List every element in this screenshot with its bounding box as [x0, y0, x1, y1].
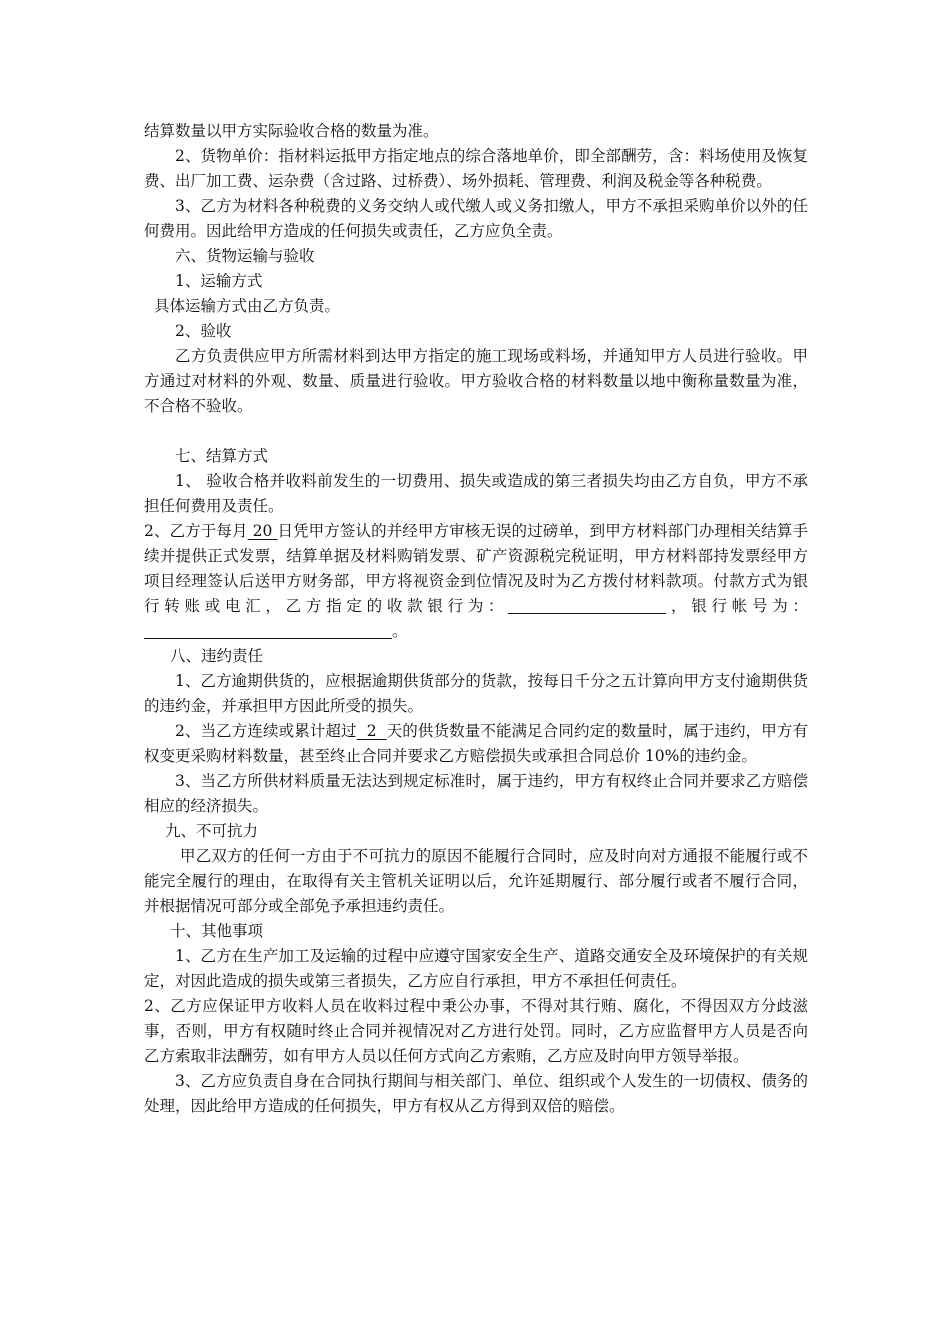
- paragraph-debts: 3、乙方应负责自身在合同执行期间与相关部门、单位、组织或个人发生的一切债权、债务的处理，因此给甲方造成的任何损失，甲方有权从乙方得到双倍的赔偿。: [144, 1072, 808, 1115]
- subheading-acceptance: 2、验收: [175, 322, 232, 340]
- subheading-transport-method: 1、运输方式: [175, 272, 263, 290]
- paragraph-tax-obligation: 3、乙方为材料各种税费的义务交纳人或代缴人或义务扣缴人，甲方不承担采购单价以外的任何费用。因此给甲方造成的任何损失或责任，乙方应负全责。: [144, 197, 808, 240]
- shortfall-text-start: 2、当乙方连续或累计超过: [175, 722, 357, 740]
- settlement-day-value: 20: [252, 522, 273, 540]
- paragraph-settlement-procedure: [144, 519, 808, 644]
- section-heading-force-majeure: 九、不可抗力: [165, 822, 259, 840]
- settlement-text-middle: 日凭甲方签认的并经甲方审核无误的过磅单，到甲方材料部门办理相关结算手续并提供正式发票，结算单据及材料购销发票、矿产资源税完税证明，甲方材料部持发票经甲方项目经理签认后送甲方财务部，甲方将视资金到位情况及时为乙方拨付材料款项。付款方式为银行转账或电汇，乙方指定的收款银行为：: [144, 522, 808, 615]
- paragraph-late-delivery: 1、乙方逾期供货的，应根据逾期供货部分的货款，按每日千分之五计算向甲方支付逾期供货的违约金，并承担甲方因此所受的损失。: [144, 672, 808, 715]
- bank-account-blank: [144, 622, 392, 639]
- paragraph-force-majeure: 甲乙双方的任何一方由于不可抗力的原因不能履行合同时，应及时向对方通报不能履行或不能完全履行的理由，在取得有关主管机关证明以后，允许延期履行、部分履行或者不履行合同，并根据情况可部分或全部免予承担违约责任。: [144, 847, 808, 915]
- paragraph-integrity: 2、乙方应保证甲方收料人员在收料过程中秉公办事，不得对其行贿、腐化，不得因双方分歧滋事，否则，甲方有权随时终止合同并视情况对乙方进行处罚。同时，乙方应监督甲方人员是否向乙方索取非法酬劳，如有甲方人员以任何方式向乙方索贿，乙方应及时向甲方领导举报。: [144, 997, 808, 1065]
- settlement-text-start: 2、乙方于每月: [144, 522, 248, 540]
- paragraph-safety-rules: 1、乙方在生产加工及运输的过程中应遵守国家安全生产、道路交通安全及环境保护的有关规定，对因此造成的损失或第三者损失，乙方应自行承担，甲方不承担任何责任。: [144, 947, 808, 990]
- section-heading-breach: 八、违约责任: [170, 647, 264, 665]
- settlement-text-account: ，银行帐号为：: [666, 597, 808, 615]
- bank-name-blank: [508, 597, 666, 614]
- shortfall-text-end: 天的供货数量不能满足合同约定的数量时，属于违约，甲方有权变更采购材料数量，甚至终止合同并要求乙方赔偿损失或承担合同总价 10%的违约金。: [144, 722, 808, 765]
- paragraph-quality-breach: 3、当乙方所供材料质量无法达到规定标准时，属于违约，甲方有权终止合同并要求乙方赔偿相应的经济损失。: [144, 772, 808, 815]
- section-heading-transport: 六、货物运输与验收: [175, 247, 315, 265]
- paragraph-transport-method: 具体运输方式由乙方负责。: [154, 297, 341, 315]
- contract-page: [144, 119, 808, 1119]
- shortfall-days-value: 2: [366, 722, 377, 740]
- paragraph-settlement-quantity: 结算数量以甲方实际验收合格的数量为准。: [144, 122, 439, 140]
- section-heading-other: 十、其他事项: [170, 922, 264, 940]
- paragraph-settlement-costs: 1、 验收合格并收料前发生的一切费用、损失或造成的第三者损失均由乙方自负，甲方不承担任何费用及责任。: [144, 472, 808, 515]
- section-heading-settlement: 七、结算方式: [175, 447, 269, 465]
- settlement-text-end: 。: [392, 622, 408, 640]
- paragraph-shortfall: [144, 719, 808, 769]
- paragraph-acceptance: 乙方负责供应甲方所需材料到达甲方指定的施工现场或料场，并通知甲方人员进行验收。甲方通过对材料的外观、数量、质量进行验收。甲方验收合格的材料数量以地中衡称量数量为准，不合格不验收。: [144, 347, 808, 415]
- paragraph-unit-price: 2、货物单价：指材料运抵甲方指定地点的综合落地单价，即全部酬劳，含：料场使用及恢复费、出厂加工费、运杂费（含过路、过桥费）、场外损耗、管理费、利润及税金等各种税费。: [144, 147, 808, 190]
